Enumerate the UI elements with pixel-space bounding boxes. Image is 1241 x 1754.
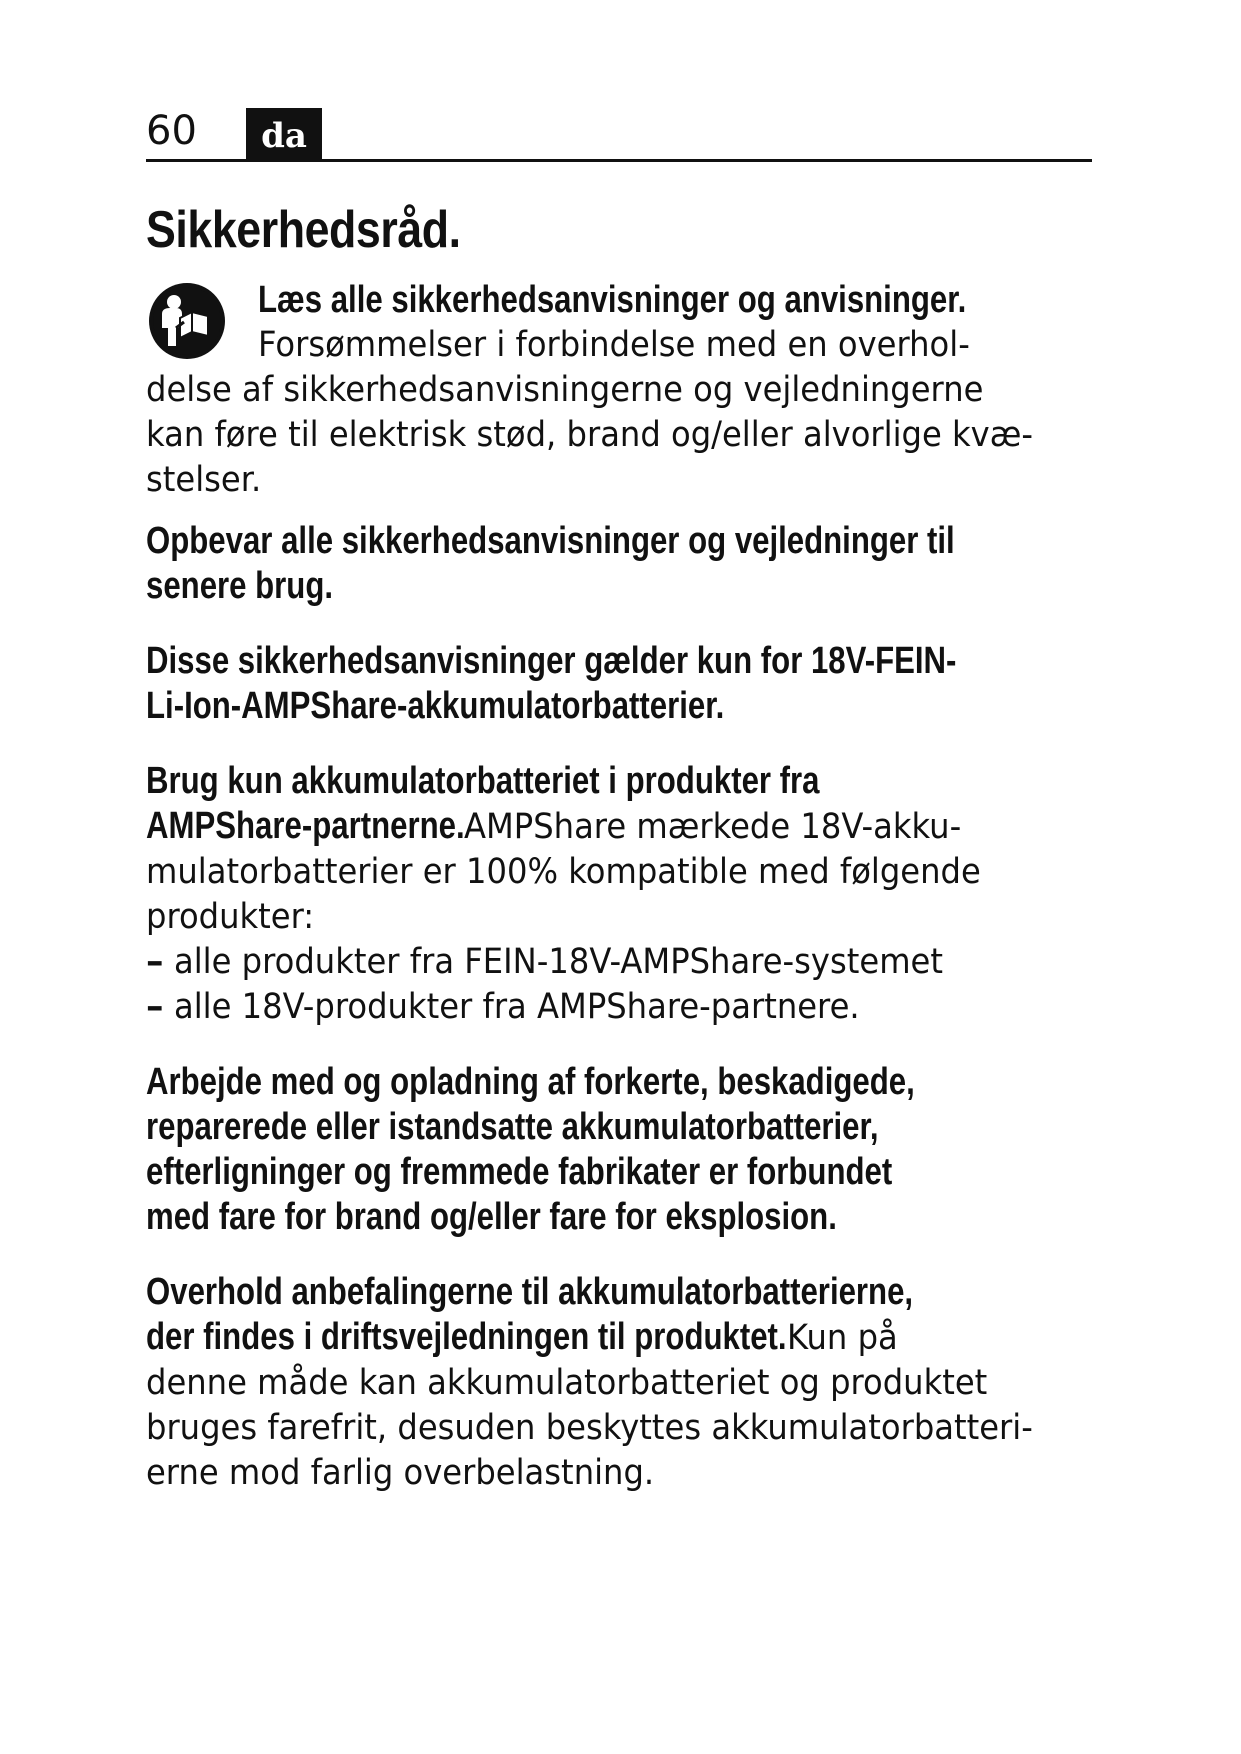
section6-line: bruges farefrit, desuden beskyttes akkumulatorbatteri-	[146, 1408, 1033, 1448]
section3-line: Li-Ion-AMPShare-akkumulatorbatterier.	[146, 685, 725, 727]
section5-line: efterligninger og fremmede fabrikater er forbundet	[146, 1151, 893, 1193]
section6-line: erne mod farlig overbelastning.	[146, 1453, 655, 1493]
page-title: Sikkerhedsråd.	[146, 201, 461, 259]
list-item-text: alle produkter fra FEIN-18V-AMPShare-systemet	[173, 942, 943, 982]
section1-line: stelser.	[146, 460, 262, 500]
page-header	[146, 104, 1092, 162]
section2-line: senere brug.	[146, 565, 334, 607]
page-content	[146, 200, 1096, 1526]
section1-line: kan føre til elektrisk stød, brand og/eller alvorlige kvæ-	[146, 415, 1033, 455]
read-manual-icon	[146, 280, 228, 362]
section3-line: Disse sikkerhedsanvisninger gælder kun for 18V-FEIN-	[146, 640, 957, 682]
section4-plain-inline: AMPShare mærkede 18V-akku-	[464, 807, 962, 847]
section4-bold-inline: AMPShare-partnerne.	[146, 805, 465, 847]
language-badge: da	[246, 108, 322, 160]
section6-bold-line: Overhold anbefalingerne til akkumulatorbatterierne,	[146, 1271, 914, 1313]
list-item	[146, 940, 1096, 985]
list-item-text: alle 18V-produkter fra AMPShare-partnere.	[173, 987, 860, 1027]
section-applies-to	[146, 639, 1096, 729]
section2-line: Opbevar alle sikkerhedsanvisninger og vejledninger til	[146, 520, 955, 562]
list-dash: –	[146, 987, 164, 1027]
list-item	[146, 985, 1096, 1030]
section6-plain-inline: Kun på	[786, 1318, 898, 1358]
section4-mixed-line	[146, 804, 1096, 850]
section5-line: reparerede eller istandsatte akkumulatorbatterier,	[146, 1106, 879, 1148]
page-number: 60	[146, 108, 197, 154]
section4-bold-line: Brug kun akkumulatorbatteriet i produkter fra	[146, 760, 820, 802]
section1-line: delse af sikkerhedsanvisningerne og vejledningerne	[146, 370, 984, 410]
section1-heading: Læs alle sikkerhedsanvisninger og anvisninger.	[258, 279, 967, 321]
section4-line: mulatorbatterier er 100% kompatible med følgende	[146, 852, 981, 892]
section6-bold-inline: der findes i driftsvejledningen til produktet.	[146, 1316, 787, 1358]
section-battery-recommendations	[146, 1270, 1096, 1496]
list-dash: –	[146, 942, 164, 982]
section6-line: denne måde kan akkumulatorbatteriet og produktet	[146, 1363, 988, 1403]
section-compatible-products	[146, 759, 1096, 1030]
section1-line: Forsømmelser i forbindelse med en overhol-	[258, 325, 970, 365]
section6-mixed-line	[146, 1315, 1096, 1361]
section4-line: produkter:	[146, 897, 315, 937]
section-read-instructions	[146, 278, 1096, 503]
section-fire-hazard-warning	[146, 1060, 1096, 1240]
section5-line: Arbejde med og opladning af forkerte, beskadigede,	[146, 1061, 915, 1103]
section5-line: med fare for brand og/eller fare for eksplosion.	[146, 1196, 837, 1238]
section-keep-instructions	[146, 519, 1096, 609]
